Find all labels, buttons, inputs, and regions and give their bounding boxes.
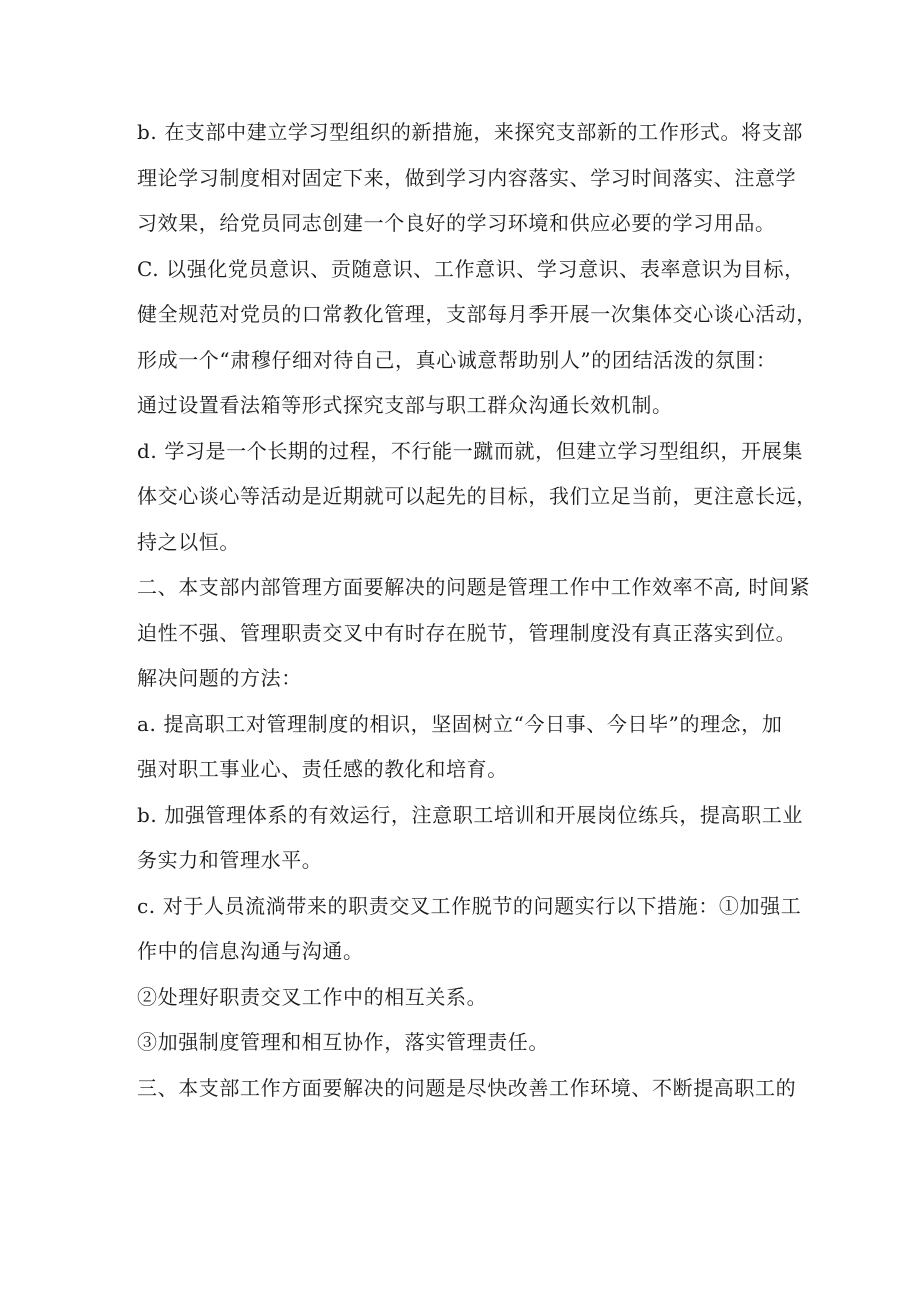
- text-line: b. 加强管理体系的有效运行，注意职工培训和开展岗位练兵，提高职工业: [137, 802, 803, 827]
- text-line: C. 以强化党员意识、贡随意识、工作意识、学习意识、表率意识为目标，: [137, 256, 805, 281]
- text-line: ②处理好职责交叉工作中的相互关系。: [137, 984, 488, 1009]
- text-line: 务实力和管理水平。: [137, 848, 323, 872]
- text-line: a. 提高职工对管理制度的相识，坚固树立“今日事、今日毕”的理念，加: [137, 711, 783, 736]
- paragraph-b-study-organization: [137, 114, 803, 241]
- text-line: 习效果，给党员同志创建一个良好的学习环境和供应必要的学习用品。: [137, 211, 776, 235]
- document-body: [137, 114, 817, 1115]
- text-line: 迫性不强、管理职责交叉中有时存在脱节，管理制度没有真正落实到位。: [137, 620, 797, 645]
- text-line: c. 对于人员流淌带来的职责交叉工作脱节的问题实行以下措施：①加强工: [137, 893, 802, 918]
- text-line: 强对职工事业心、责任感的教化和培育。: [137, 757, 508, 781]
- text-line: d. 学习是一个长期的过程，不行能一蹴而就，但建立学习型组织，开展集: [137, 438, 803, 463]
- paragraph-solution-heading: [137, 660, 792, 696]
- section-three-work: [137, 1070, 797, 1106]
- text-line: 通过设置看法箱等形式探究支部与职工群众沟通长效机制。: [137, 393, 673, 417]
- text-line: 解决问题的方法：: [137, 666, 302, 690]
- paragraph-measure-two: [137, 979, 792, 1015]
- text-line: 二、本支部内部管理方面要解决的问题是管理工作中工作效率不高, 时间紧: [137, 575, 811, 599]
- text-line: 理论学习制度相对固定下来，做到学习内容落实、学习时间落实、注意学: [137, 165, 797, 190]
- text-line: 形成一个“肃穆仔细对待自己，真心诚意帮助别人”的团结活泼的氛围：: [137, 347, 777, 372]
- paragraph-c-party-awareness: [137, 251, 817, 424]
- section-two-internal-management: [137, 569, 811, 651]
- paragraph-b-management-system: [137, 797, 803, 879]
- paragraph-measure-three: [137, 1024, 792, 1060]
- text-line: 作中的信息沟通与沟通。: [137, 939, 364, 963]
- text-line: 持之以恒。: [137, 529, 240, 554]
- text-line: 三、本支部工作方面要解决的问题是尽快改善工作环境、不断提高职工的: [137, 1075, 797, 1100]
- paragraph-c-staff-turnover: [137, 888, 802, 970]
- paragraph-a-management-awareness: [137, 706, 792, 788]
- text-line: 健全规范对党员的口常教化管理，支部每月季开展一次集体交心谈心活动，: [137, 302, 817, 326]
- text-line: ③加强制度管理和相互协作，落实管理责任。: [137, 1030, 549, 1054]
- paragraph-d-long-term-learning: [137, 433, 817, 560]
- text-line: b. 在支部中建立学习型组织的新措施，来探究支部新的工作形式。将支部: [137, 120, 803, 144]
- text-line: 体交心谈心等活动是近期就可以起先的目标，我们立足当前，更注意长远，: [137, 484, 817, 508]
